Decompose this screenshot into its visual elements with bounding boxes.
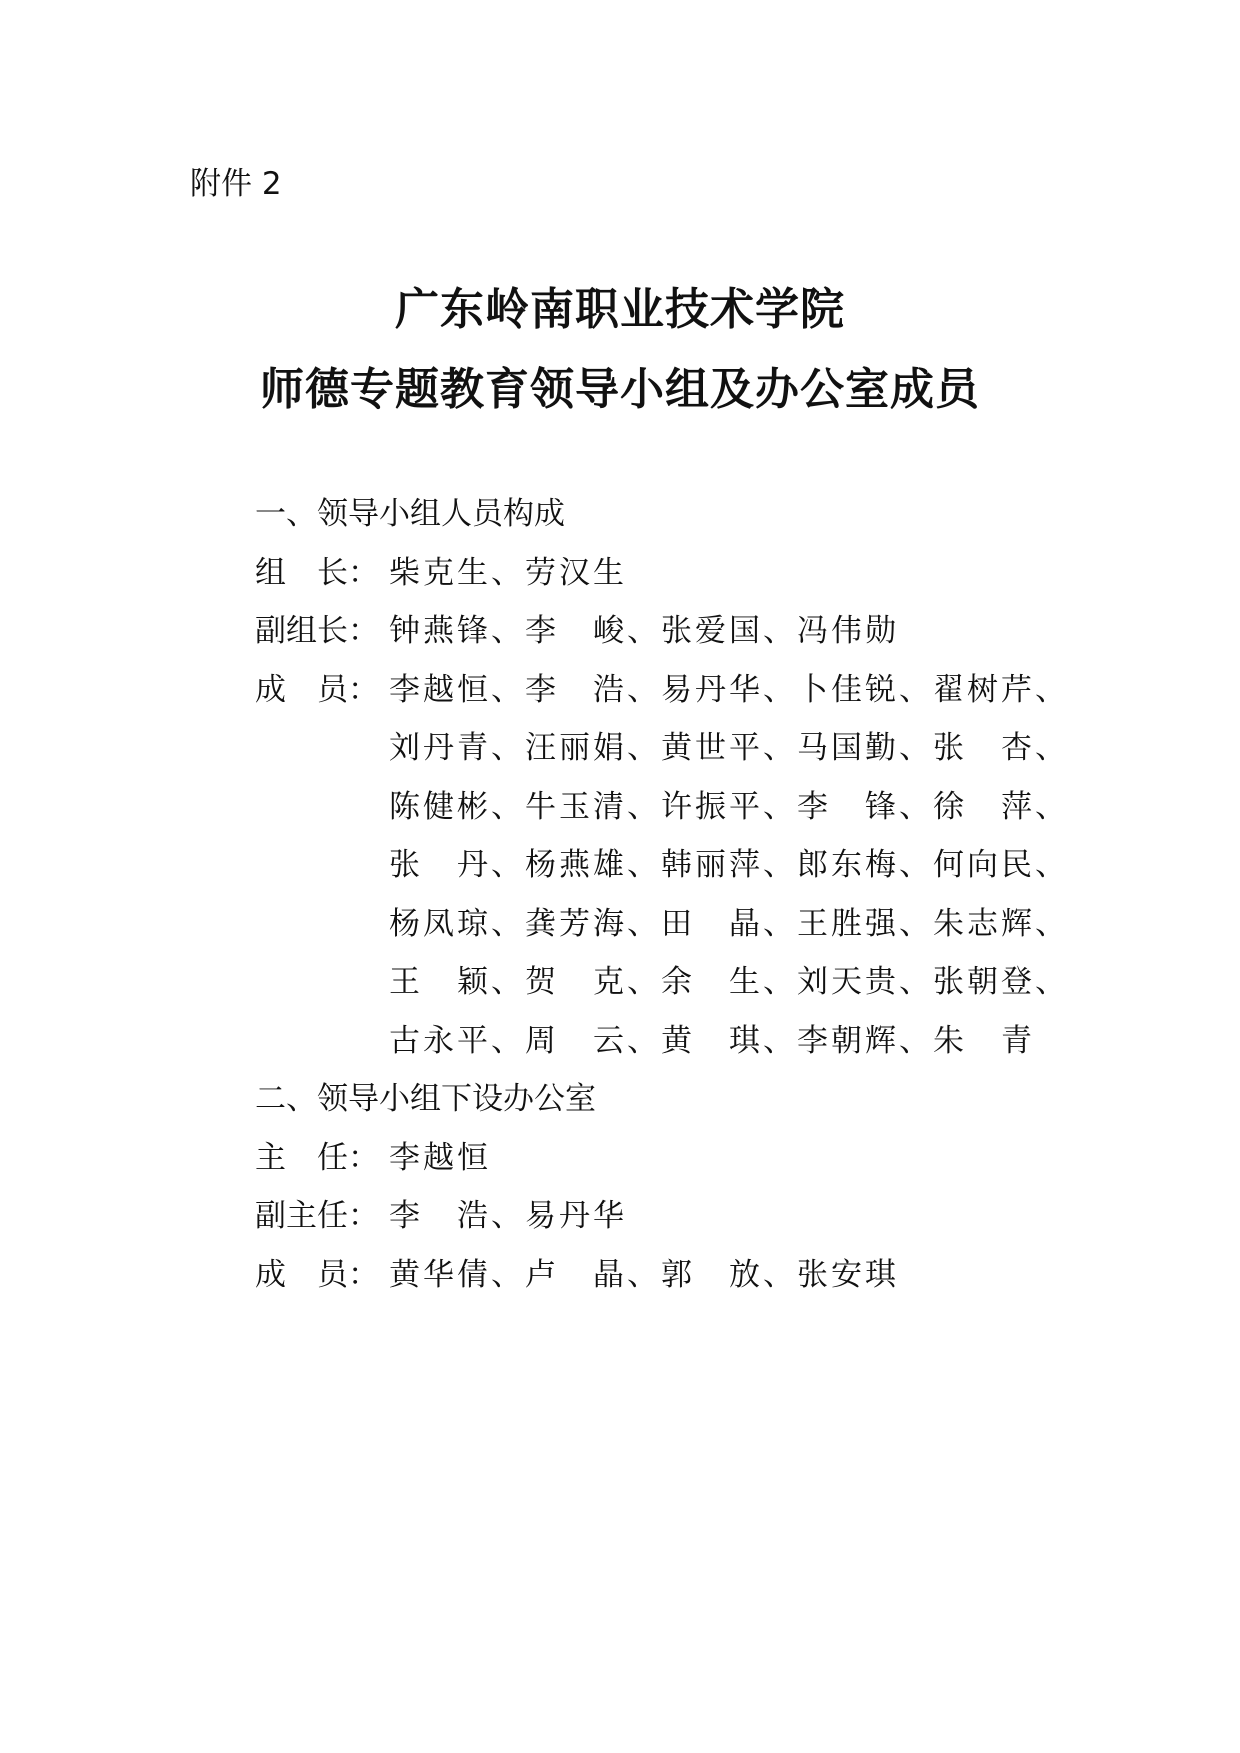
leader-label: 组 长： bbox=[255, 555, 379, 591]
office-members-names: 黄华倩、卢 晶、郭 放、张安琪 bbox=[389, 1257, 899, 1293]
office-director-names: 李越恒 bbox=[389, 1140, 491, 1176]
members-line: 杨凤琼、龚芳海、田 晶、王胜强、朱志辉、 bbox=[389, 906, 1069, 942]
members-label: 成 员： bbox=[255, 672, 379, 708]
leader-names: 柴克生、劳汉生 bbox=[389, 555, 627, 591]
leader-row bbox=[255, 553, 627, 593]
deputy-leader-row bbox=[255, 611, 899, 651]
deputy-leader-names: 钟燕锋、李 峻、张爱国、冯伟勋 bbox=[389, 613, 899, 649]
members-line: 李越恒、李 浩、易丹华、卜佳锐、翟树芹、 bbox=[389, 672, 1069, 708]
members-line: 张 丹、杨燕雄、韩丽萍、郎东梅、何向民、 bbox=[389, 847, 1069, 883]
members-line: 古永平、周 云、黄 琪、李朝辉、朱 青 bbox=[389, 1023, 1035, 1059]
members-line: 王 颖、贺 克、余 生、刘天贵、张朝登、 bbox=[389, 964, 1069, 1000]
office-members-label: 成 员： bbox=[255, 1257, 379, 1293]
office-members-row bbox=[255, 1255, 899, 1295]
attachment-label: 附件 2 bbox=[190, 166, 282, 202]
section1-heading: 一、领导小组人员构成 bbox=[255, 496, 565, 532]
office-deputy-names: 李 浩、易丹华 bbox=[389, 1198, 627, 1234]
members-row bbox=[255, 670, 1069, 710]
office-director-label: 主 任： bbox=[255, 1140, 379, 1176]
members-line: 陈健彬、牛玉清、许振平、李 锋、徐 萍、 bbox=[389, 789, 1069, 825]
section2-heading: 二、领导小组下设办公室 bbox=[255, 1081, 596, 1117]
title-line-1: 广东岭南职业技术学院 bbox=[395, 284, 845, 335]
members-line: 刘丹青、汪丽娟、黄世平、马国勤、张 杏、 bbox=[389, 730, 1069, 766]
office-deputy-label: 副主任： bbox=[255, 1198, 379, 1234]
office-director-row bbox=[255, 1138, 491, 1178]
deputy-leader-label: 副组长： bbox=[255, 613, 379, 649]
office-deputy-row bbox=[255, 1196, 627, 1236]
title-line-2: 师德专题教育领导小组及办公室成员 bbox=[260, 364, 980, 415]
